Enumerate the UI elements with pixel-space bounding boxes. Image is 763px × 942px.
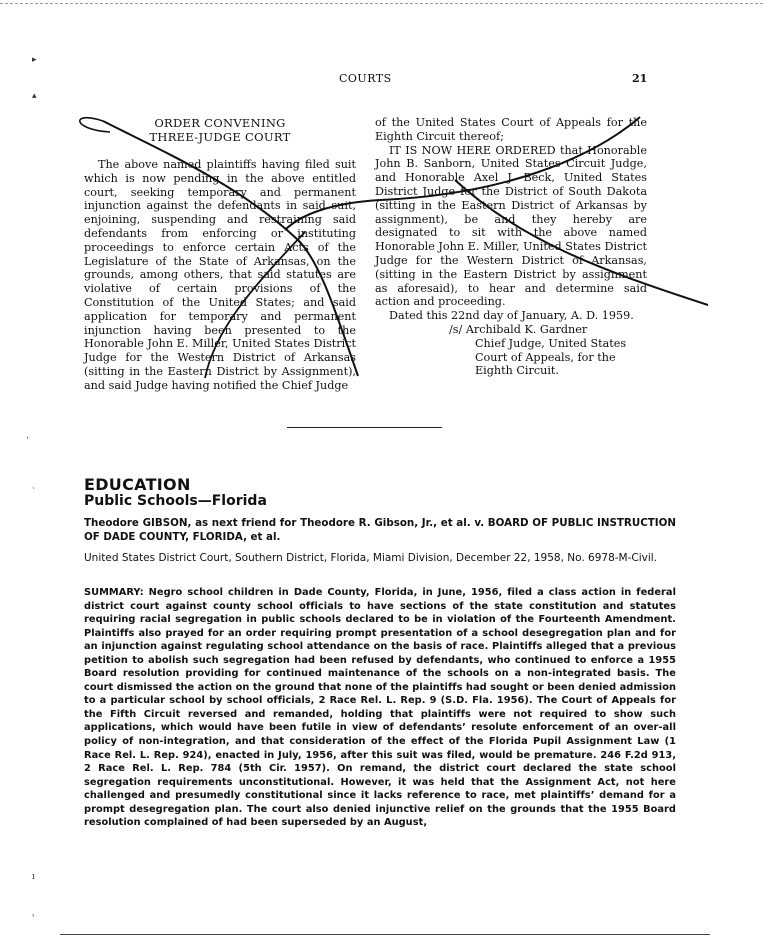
running-title: COURTS [339,72,392,85]
margin-mark: ▸ [32,55,37,65]
summary-text: Negro school children in Dade County, Florida, in June, 1956, filed a class action in federal district court against county school officials to have sections of the state constitution and statutes requiring racial segregation in public schools declared to be in violation of the Fourteenth Amendment. Plaintiffs also prayed for an order requiring prompt presentation of a school desegregation plan and for an injunction against regulating school attendance on the basis of race. Plaintiffs alleged that a previous petition to abolish such segregation had been refused by defendants, who continued to enforce a 1955 Board resolution providing for continued maintenance of the schools on a non-integrated basis. The court dismissed the action on the ground that none of the plaintiffs had sought or been denied admission to a particular school by school officials, 2 Race Rel. L. Rep. 9 (S.D. Fla. 1956). The Court of Appeals for the Fifth Circuit reversed and remanded, holding that plaintiffs were not required to show such applications, which would have been futile in view of defendants’ resolute enforcement of an over-all policy of non-integration, and that consideration of the effect of the Florida Pupil Assignment Law (1 Race Rel. L. Rep. 924), enacted in July, 1956, after this suit was filed, would be premature. 246 F.2d 913, 2 Race Rel. L. Rep. 784 (5th Cir. 1957). On remand, the district court declared the state school segregation requirements unconstitutional. However, it was held that the Assignment Act, not here challenged and presumedly constitutional since it lacks reference to race, met plaintiffs’ demand for a prompt desegregation plan. The court also denied injunctive relief on the grounds that the 1955 Board resolution complained of had been superseded by an August, [84,587,676,829]
margin-mark: ˎ [32,480,35,490]
case-title: Theodore GIBSON, as next friend for Theodore R. Gibson, Jr., et al. v. BOARD OF PUBLIC INSTRUCTION OF DADE COUNTY, FLORIDA, et al. [84,517,676,543]
section-title: EDUCATION [84,475,191,494]
margin-mark: ı [32,872,35,882]
signature-block [375,323,647,378]
signature-name: /s/ Archibald K. Gardner [449,322,588,336]
signature-title: Court of Appeals, for the [475,350,616,364]
section-subtitle: Public Schools—Florida [84,493,267,509]
court-line: United States District Court, Southern District, Florida, Miami Division, December 22, 1958, No. 6978-M-Civil. [84,552,658,564]
order-heading [84,116,356,144]
order-paragraph: The above named plaintiffs having filed suit which is now pending in the above entitled court, seeking temporary and permanent injunction against the defendants in said suit, enjoining, suspending and restraining said defendants from enforcing or instituting proceedings to enforce certain Acts of the Legislature of the State of Arkansas, on the grounds, among others, that said statutes are violative of certain provisions of the Constitution of the United States; and said application for temporary and permanent injunction having been presented to the Honorable John E. Miller, United States District Judge for the Western District of Arkansas (sitting in the Eastern District by Assignment), and said Judge having notified the Chief Judge [84,158,356,392]
section-divider [287,427,442,428]
margin-mark: ▴ [32,91,37,101]
case-summary [84,586,676,830]
order-right-column [375,116,647,378]
order-directive: IT IS NOW HERE ORDERED that Honorable John B. Sanborn, United States Circuit Judge, and Honorable Axel J. Beck, United States District Judge for the District of South Dakota (sitting in the Eastern District of Arkansas by assignment), be and they hereby are designated to sit with the above named Honorable John E. Miller, United States District Judge for the Western District of Arkansas, (sitting in the Eastern District by assignment as aforesaid), to hear and determine said action and proceeding. [375,143,647,309]
bottom-scan-edge [60,934,710,935]
margin-mark: ʻ [26,436,29,446]
order-heading-line1: ORDER CONVENING [154,116,286,130]
signature-title: Eighth Circuit. [475,364,559,378]
summary-label: SUMMARY: [84,587,144,598]
margin-mark: ˒ [32,912,35,922]
order-left-column [84,116,356,393]
order-continuation: of the United States Court of Appeals for the Eighth Circuit thereof; [375,116,647,143]
order-dated: Dated this 22nd day of January, A. D. 1959. [389,309,634,323]
signature-title: Chief Judge, United States [475,336,627,350]
page-number: 21 [632,72,648,85]
top-scan-edge [0,3,763,4]
order-heading-line2: THREE-JUDGE COURT [149,130,291,144]
